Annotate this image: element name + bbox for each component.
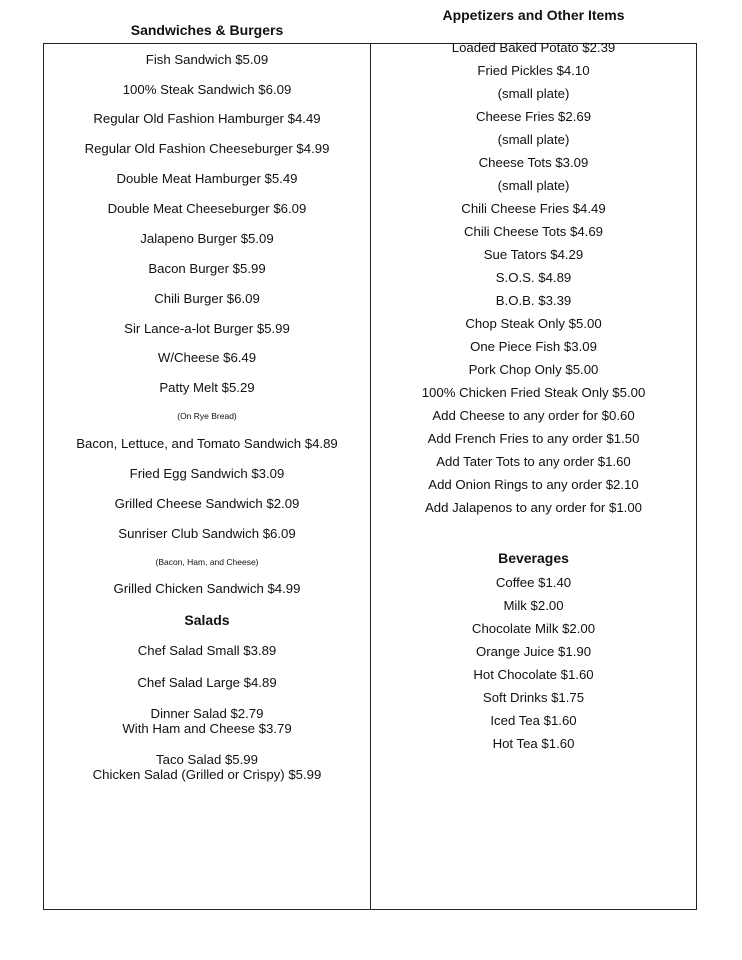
menu-item: With Ham and Cheese $3.79 bbox=[122, 721, 292, 736]
menu-item: Cheese Tots $3.09 bbox=[478, 155, 589, 170]
menu-item: Chef Salad Small $3.89 bbox=[137, 643, 277, 658]
menu-item: Hot Chocolate $1.60 bbox=[473, 667, 594, 682]
menu-item: Add Jalapenos to any order for $1.00 bbox=[424, 500, 642, 515]
salads-heading: Salads bbox=[184, 612, 230, 628]
menu-item: Fried Egg Sandwich $3.09 bbox=[129, 466, 285, 481]
menu-item: Milk $2.00 bbox=[503, 598, 564, 613]
menu-item: Chili Burger $6.09 bbox=[154, 291, 260, 306]
menu-item: S.O.S. $4.89 bbox=[495, 270, 572, 285]
menu-item: Jalapeno Burger $5.09 bbox=[140, 231, 274, 246]
menu-item: Orange Juice $1.90 bbox=[475, 644, 592, 659]
menu-item: Bacon, Lettuce, and Tomato Sandwich $4.89 bbox=[76, 436, 338, 451]
menu-item: Iced Tea $1.60 bbox=[490, 713, 577, 728]
menu-item-note: (Bacon, Ham, and Cheese) bbox=[155, 557, 259, 567]
menu-item: W/Cheese $6.49 bbox=[157, 350, 257, 365]
menu-item: 100% Steak Sandwich $6.09 bbox=[122, 82, 292, 97]
menu-item-note: (small plate) bbox=[497, 132, 570, 147]
menu-item: Cheese Fries $2.69 bbox=[475, 109, 592, 124]
menu-item: Sunriser Club Sandwich $6.09 bbox=[118, 526, 296, 541]
menu-item: Chocolate Milk $2.00 bbox=[471, 621, 596, 636]
menu-item: Hot Tea $1.60 bbox=[492, 736, 575, 751]
menu-item-note: (On Rye Bread) bbox=[177, 411, 237, 421]
menu-item: Add Tater Tots to any order $1.60 bbox=[436, 454, 631, 469]
menu-item: Chicken Salad (Grilled or Crispy) $5.99 bbox=[92, 767, 322, 782]
menu-item: B.O.B. $3.39 bbox=[495, 293, 572, 308]
beverages-heading: Beverages bbox=[498, 550, 569, 566]
menu-item: One Piece Fish $3.09 bbox=[470, 339, 597, 354]
menu-item: Chili Cheese Fries $4.49 bbox=[461, 201, 606, 216]
sandwiches-heading: Sandwiches & Burgers bbox=[130, 22, 284, 38]
menu-item: Soft Drinks $1.75 bbox=[482, 690, 585, 705]
appetizers-heading: Appetizers and Other Items bbox=[442, 7, 625, 23]
menu-item: Sir Lance-a-lot Burger $5.99 bbox=[124, 321, 290, 336]
menu-item: 100% Chicken Fried Steak Only $5.00 bbox=[421, 385, 646, 400]
menu-item: Fish Sandwich $5.09 bbox=[145, 52, 269, 67]
menu-item: Add Onion Rings to any order $2.10 bbox=[428, 477, 639, 492]
menu-item: Chef Salad Large $4.89 bbox=[137, 675, 277, 690]
menu-item: Fried Pickles $4.10 bbox=[477, 63, 590, 78]
menu-item: Grilled Cheese Sandwich $2.09 bbox=[114, 496, 300, 511]
menu-item: Sue Tators $4.29 bbox=[483, 247, 584, 262]
menu-item: Loaded Baked Potato $2.39 bbox=[451, 40, 616, 55]
menu-item: Grilled Chicken Sandwich $4.99 bbox=[113, 581, 301, 596]
menu-item-note: (small plate) bbox=[497, 86, 570, 101]
menu-item: Add French Fries to any order $1.50 bbox=[427, 431, 640, 446]
menu-item: Double Meat Cheeseburger $6.09 bbox=[107, 201, 307, 216]
menu-item: Coffee $1.40 bbox=[495, 575, 572, 590]
menu-item: Patty Melt $5.29 bbox=[159, 380, 255, 395]
menu-item: Taco Salad $5.99 bbox=[156, 752, 258, 767]
menu-item: Chili Cheese Tots $4.69 bbox=[463, 224, 604, 239]
menu-item: Regular Old Fashion Cheeseburger $4.99 bbox=[84, 141, 330, 156]
menu-item: Pork Chop Only $5.00 bbox=[468, 362, 599, 377]
menu-item: Dinner Salad $2.79 bbox=[150, 706, 264, 721]
menu-item: Bacon Burger $5.99 bbox=[148, 261, 266, 276]
menu-item-note: (small plate) bbox=[497, 178, 570, 193]
menu-item: Chop Steak Only $5.00 bbox=[465, 316, 602, 331]
menu-item: Regular Old Fashion Hamburger $4.49 bbox=[93, 111, 321, 126]
menu-item: Double Meat Hamburger $5.49 bbox=[116, 171, 298, 186]
menu-item: Add Cheese to any order for $0.60 bbox=[432, 408, 635, 423]
